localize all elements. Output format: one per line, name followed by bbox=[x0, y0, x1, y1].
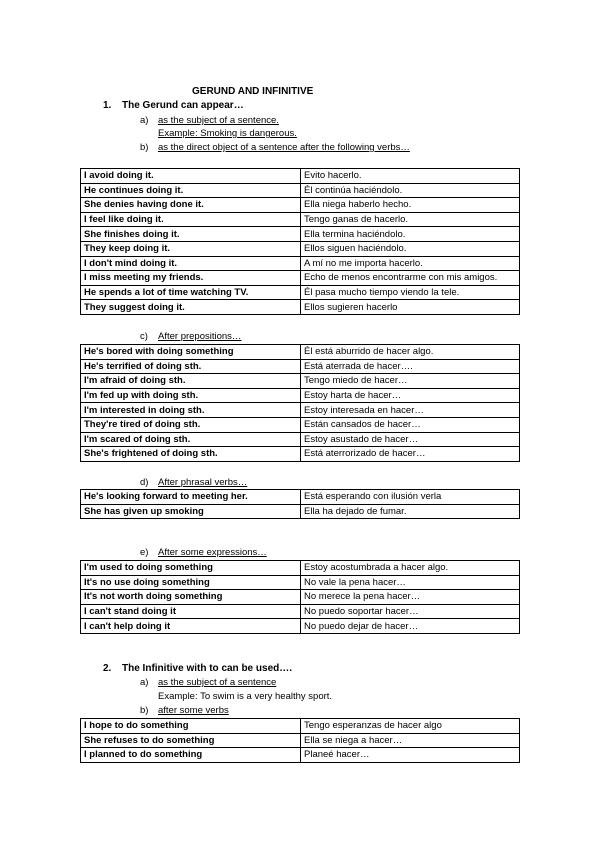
spanish-translation: Ella se niega a hacer… bbox=[301, 733, 520, 748]
table-row bbox=[81, 432, 520, 447]
english-phrase: He spends a lot of time watching TV. bbox=[81, 285, 301, 300]
table-row bbox=[81, 374, 520, 389]
item-a-marker: a) bbox=[140, 115, 149, 126]
english-phrase: I'm afraid of doing sth. bbox=[81, 374, 301, 389]
table-row bbox=[81, 733, 520, 748]
item-d-label: After phrasal verbs… bbox=[158, 477, 248, 488]
section-1-number: 1. bbox=[103, 100, 112, 111]
english-phrase: He continues doing it. bbox=[81, 183, 301, 198]
english-phrase: It's no use doing something bbox=[81, 575, 301, 590]
spanish-translation: Estoy asustado de hacer… bbox=[301, 432, 520, 447]
spanish-translation: Tengo esperanzas de hacer algo bbox=[301, 719, 520, 734]
english-phrase: I'm scared of doing sth. bbox=[81, 432, 301, 447]
english-phrase: I can't help doing it bbox=[81, 619, 301, 634]
item-2a-marker: a) bbox=[140, 677, 149, 688]
spanish-translation: Estoy acostumbrada a hacer algo. bbox=[301, 561, 520, 576]
spanish-translation: Está esperando con ilusión verla bbox=[301, 490, 520, 505]
item-c-label: After prepositions… bbox=[158, 331, 242, 342]
table-row bbox=[81, 241, 520, 256]
infinitive-verbs-table bbox=[80, 718, 520, 763]
spanish-translation: Planeé hacer… bbox=[301, 748, 520, 763]
item-2a-example: Example: To swim is a very healthy sport. bbox=[158, 691, 333, 702]
table-row bbox=[81, 359, 520, 374]
spanish-translation: Él pasa mucho tiempo viendo la tele. bbox=[301, 285, 520, 300]
spanish-translation: Ellos siguen haciéndolo. bbox=[301, 241, 520, 256]
item-b-marker: b) bbox=[140, 142, 149, 153]
table-row bbox=[81, 417, 520, 432]
item-2a-label: as the subject of a sentence bbox=[158, 677, 277, 688]
english-phrase: I hope to do something bbox=[81, 719, 301, 734]
english-phrase: I don't mind doing it. bbox=[81, 256, 301, 271]
spanish-translation: Ella termina haciéndolo. bbox=[301, 227, 520, 242]
table-row bbox=[81, 388, 520, 403]
spanish-translation: Él continúa haciéndolo. bbox=[301, 183, 520, 198]
spanish-translation: Él está aburrido de hacer algo. bbox=[301, 345, 520, 360]
spanish-translation: Tengo miedo de hacer… bbox=[301, 374, 520, 389]
english-phrase: I'm interested in doing sth. bbox=[81, 403, 301, 418]
table-row bbox=[81, 300, 520, 315]
spanish-translation: Evito hacerlo. bbox=[301, 169, 520, 184]
item-d-marker: d) bbox=[140, 477, 149, 488]
spanish-translation: Estoy harta de hacer… bbox=[301, 388, 520, 403]
english-phrase: She finishes doing it. bbox=[81, 227, 301, 242]
english-phrase: She refuses to do something bbox=[81, 733, 301, 748]
spanish-translation: Tengo ganas de hacerlo. bbox=[301, 212, 520, 227]
english-phrase: She has given up smoking bbox=[81, 504, 301, 519]
table-row bbox=[81, 504, 520, 519]
table-row bbox=[81, 403, 520, 418]
section-2-heading: The Infinitive with to can be used…. bbox=[122, 663, 293, 674]
table-row bbox=[81, 575, 520, 590]
spanish-translation: Está aterrorizado de hacer… bbox=[301, 447, 520, 462]
section-2-number: 2. bbox=[103, 663, 112, 674]
table-row bbox=[81, 285, 520, 300]
table-row bbox=[81, 490, 520, 505]
spanish-translation: A mí no me importa hacerlo. bbox=[301, 256, 520, 271]
english-phrase: I'm used to doing something bbox=[81, 561, 301, 576]
spanish-translation: Estoy interesada en hacer… bbox=[301, 403, 520, 418]
english-phrase: She denies having done it. bbox=[81, 198, 301, 213]
gerund-phrasal-verbs-table bbox=[80, 489, 520, 519]
item-b-label: as the direct object of a sentence after the following verbs… bbox=[158, 142, 410, 153]
english-phrase: I miss meeting my friends. bbox=[81, 271, 301, 286]
english-phrase: They're tired of doing sth. bbox=[81, 417, 301, 432]
table-row bbox=[81, 183, 520, 198]
table-row bbox=[81, 345, 520, 360]
english-phrase: He's looking forward to meeting her. bbox=[81, 490, 301, 505]
table-row bbox=[81, 447, 520, 462]
spanish-translation: Ellos sugieren hacerlo bbox=[301, 300, 520, 315]
item-e-label: After some expressions… bbox=[158, 547, 267, 558]
english-phrase: I avoid doing it. bbox=[81, 169, 301, 184]
gerund-expressions-table bbox=[80, 560, 520, 634]
english-phrase: He's bored with doing something bbox=[81, 345, 301, 360]
table-row bbox=[81, 748, 520, 763]
spanish-translation: No merece la pena hacer… bbox=[301, 590, 520, 605]
english-phrase: They keep doing it. bbox=[81, 241, 301, 256]
spanish-translation: Echo de menos encontrarme con mis amigos. bbox=[301, 271, 520, 286]
gerund-verbs-table bbox=[80, 168, 520, 315]
table-row bbox=[81, 271, 520, 286]
english-phrase: I planned to do something bbox=[81, 748, 301, 763]
table-row bbox=[81, 604, 520, 619]
gerund-prepositions-table bbox=[80, 344, 520, 462]
table-row bbox=[81, 590, 520, 605]
spanish-translation: Están cansados de hacer… bbox=[301, 417, 520, 432]
english-phrase: I feel like doing it. bbox=[81, 212, 301, 227]
spanish-translation: Ella ha dejado de fumar. bbox=[301, 504, 520, 519]
item-2b-label: after some verbs bbox=[158, 705, 229, 716]
section-1-heading: The Gerund can appear… bbox=[122, 100, 244, 111]
english-phrase: She's frightened of doing sth. bbox=[81, 447, 301, 462]
item-a-example: Example: Smoking is dangerous. bbox=[158, 128, 297, 139]
spanish-translation: No puedo dejar de hacer… bbox=[301, 619, 520, 634]
table-row bbox=[81, 619, 520, 634]
page-title: GERUND AND INFINITIVE bbox=[192, 86, 314, 97]
table-row bbox=[81, 169, 520, 184]
spanish-translation: Está aterrada de hacer…. bbox=[301, 359, 520, 374]
item-e-marker: e) bbox=[140, 547, 149, 558]
table-row bbox=[81, 227, 520, 242]
item-a-label: as the subject of a sentence. bbox=[158, 115, 279, 126]
table-row bbox=[81, 561, 520, 576]
spanish-translation: Ella niega haberlo hecho. bbox=[301, 198, 520, 213]
table-row bbox=[81, 198, 520, 213]
english-phrase: I'm fed up with doing sth. bbox=[81, 388, 301, 403]
table-row bbox=[81, 256, 520, 271]
item-2b-marker: b) bbox=[140, 705, 149, 716]
english-phrase: He's terrified of doing sth. bbox=[81, 359, 301, 374]
item-c-marker: c) bbox=[140, 331, 148, 342]
spanish-translation: No puedo soportar hacer… bbox=[301, 604, 520, 619]
english-phrase: It's not worth doing something bbox=[81, 590, 301, 605]
spanish-translation: No vale la pena hacer… bbox=[301, 575, 520, 590]
english-phrase: I can't stand doing it bbox=[81, 604, 301, 619]
table-row bbox=[81, 719, 520, 734]
table-row bbox=[81, 212, 520, 227]
english-phrase: They suggest doing it. bbox=[81, 300, 301, 315]
